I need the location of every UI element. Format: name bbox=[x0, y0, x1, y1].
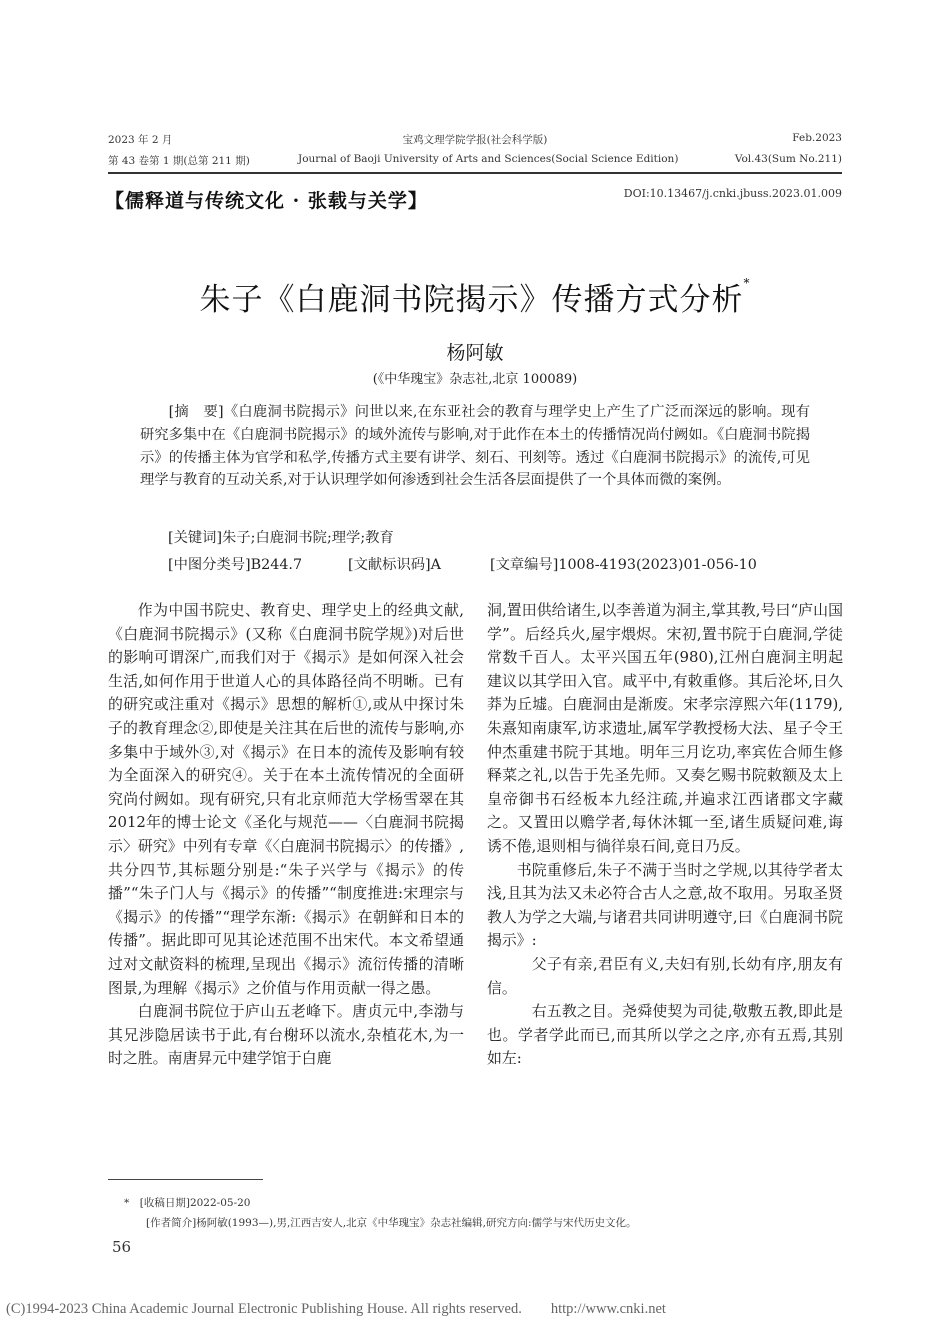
body-paragraph: 作为中国书院史、教育史、理学史上的经典文献,《白鹿洞书院揭示》(又称《白鹿洞书院学规》)对后世的影响可谓深广,而我们对于《揭示》是如何深入社会生活,如何作用于世道人心的具体路径尚不明晰。已有的研究或注重对《揭示》思想的解析①,或从中探讨朱子的教育理念②,即使是关注其在后世的流传与影响,亦多集中于域外③,对《揭示》在日本的流传及影响有较为全面深入的研究④。关于在本土流传情况的全面研究尚付阙如。现有研究,只有北京师范大学杨雪翠在其2012年的博士论文《圣化与规范——〈白鹿洞书院揭示〉研究》中列有专章《〈白鹿洞书院揭示〉的传播》,共分四节,其标题分别是:“朱子兴学与《揭示》的传播”“朱子门人与《揭示》的传播”“制度推进:宋理宗与《揭示》的传播”“理学东渐:《揭示》在朝鲜和日本的传播”。据此即可见其论述范围不出宋代。本文希望通过对文献资料的梳理,呈现出《揭示》流衍传播的清晰图景,为理解《揭示》之价值与作用贡献一得之愚。 bbox=[108, 601, 464, 997]
body-paragraph: 洞,置田供给诸生,以李善道为洞主,掌其教,号曰“庐山国学”。后经兵火,屋宇煨烬。宋初,置书院于白鹿洞,学徒常数千百人。太平兴国五年(980),江州白鹿洞主明起建议以其学田入官。咸平中,有敕重修。其后沦坏,日久莽为丘墟。白鹿洞由是渐废。宋孝宗淳熙六年(1179),朱熹知南康军,访求遗址,属军学教授杨大法、星子令王仲杰重建书院于其地。明年三月讫功,率宾佐合师生修释菜之礼,以告于先圣先师。又奏乞赐书院敕额及太上皇帝御书石经板本九经注疏,并遍求江西诸郡文字藏之。又置田以赡学者,每休沐辄一至,诸生质疑问难,诲诱不倦,退则相与徜徉泉石间,竟日乃反。 bbox=[487, 601, 843, 855]
body-right-column bbox=[487, 599, 843, 1071]
title-text: 朱子《白鹿洞书院揭示》传播方式分析 bbox=[199, 282, 744, 318]
quoted-passage: 右五教之目。尧舜使契为司徒,敬敷五教,即此是也。学者学此而已,而其所以学之之序,亦有五焉,其别如左: bbox=[487, 1002, 843, 1068]
header-volume-en: Vol.43(Sum No.211) bbox=[734, 153, 842, 165]
body-paragraph: 白鹿洞书院位于庐山五老峰下。唐贞元中,李渤与其兄涉隐居读书于此,有台榭环以流水,杂植花木,为一时之胜。南唐昇元中建学馆于白鹿 bbox=[108, 1002, 464, 1068]
quoted-passage: 父子有亲,君臣有义,夫妇有别,长幼有序,朋友有信。 bbox=[487, 954, 843, 997]
footnote-rule bbox=[108, 1179, 263, 1180]
section-tag: 【儒释道与传统文化 · 张载与关学】 bbox=[105, 190, 428, 212]
footnote-author-bio: [作者简介]杨阿敏(1993—),男,江西吉安人,北京《中华瑰宝》杂志社编辑,研究方向:儒学与宋代历史文化。 bbox=[146, 1217, 637, 1229]
body-left-column bbox=[108, 599, 464, 1071]
clc-number: [中图分类号]B244.7 bbox=[168, 557, 303, 573]
header-rule bbox=[108, 172, 842, 174]
title-footnote-mark: * bbox=[743, 276, 751, 290]
document-code: [文献标识码]A bbox=[348, 557, 441, 573]
author-affiliation: (《中华瑰宝》杂志社,北京 100089) bbox=[372, 372, 578, 387]
body-paragraph: 书院重修后,朱子不满于当时之学规,以其待学者太浅,且其为法又未必符合古人之意,故不取用。另取圣贤教人为学之大端,与诸君共同讲明遵守,曰《白鹿洞书院揭示》: bbox=[487, 860, 843, 950]
article-number: [文章编号]1008-4193(2023)01-056-10 bbox=[490, 557, 757, 573]
doi: DOI:10.13467/j.cnki.jbuss.2023.01.009 bbox=[623, 187, 842, 200]
copyright-line: (C)1994-2023 China Academic Journal Electronic Publishing House. All rights reserved. http://www.cnki.net bbox=[6, 1301, 666, 1317]
header-date-en: Feb.2023 bbox=[792, 132, 842, 144]
keywords: [关键词]朱子;白鹿洞书院;理学;教育 bbox=[168, 530, 394, 546]
page-number: 56 bbox=[112, 1238, 132, 1256]
header-journal-en: Journal of Baoji University of Arts and Sciences(Social Science Edition) bbox=[298, 153, 679, 165]
header-date-cn: 2023 年 2 月 bbox=[108, 134, 173, 146]
header-journal-cn: 宝鸡文理学院学报(社会科学版) bbox=[402, 134, 548, 146]
footnote-received-date: * [收稿日期]2022-05-20 bbox=[124, 1197, 251, 1209]
paper-title bbox=[0, 274, 950, 319]
author-name: 杨阿敏 bbox=[446, 342, 504, 364]
abstract: [摘 要]《白鹿洞书院揭示》问世以来,在东亚社会的教育与理学史上产生了广泛而深远的影响。现有研究多集中在《白鹿洞书院揭示》的域外流传与影响,对于此作在本土的传播情况尚付阙如。《白鹿洞书院揭示》的传播主体为官学和私学,传播方式主要有讲学、刻石、刊刻等。透过《白鹿洞书院揭示》的流传,可见理学与教育的互动关系,对于认识理学如何渗透到社会生活各层面提供了一个具体而微的案例。 bbox=[140, 404, 810, 489]
header-volume-cn: 第 43 卷第 1 期(总第 211 期) bbox=[108, 155, 250, 167]
